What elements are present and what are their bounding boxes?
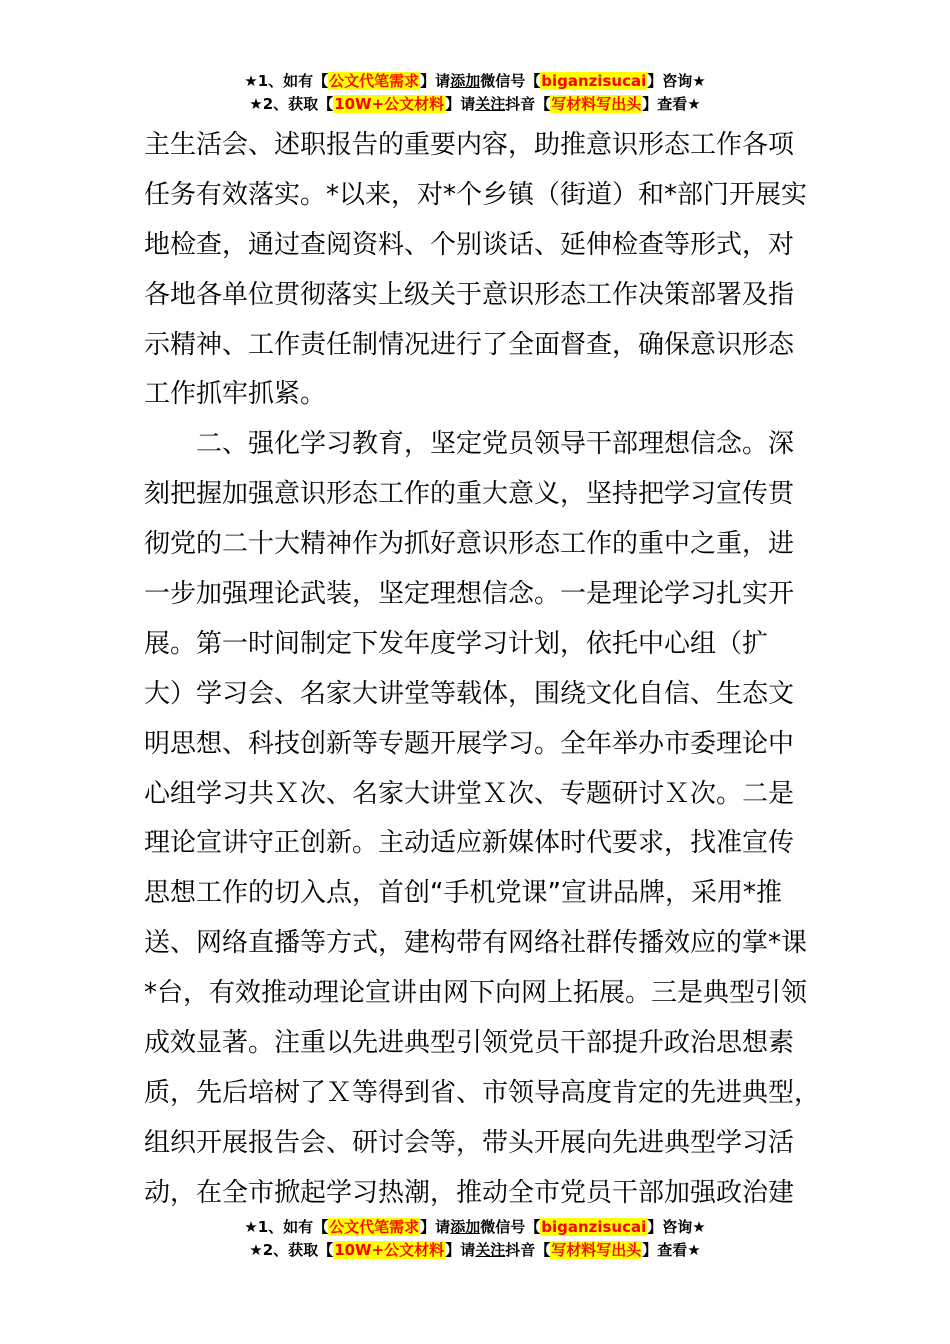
star-icon: ★ xyxy=(244,72,258,90)
promo-highlight: 公文代笔需求 xyxy=(329,1218,420,1236)
promo-highlight: 公文代笔需求 xyxy=(329,72,420,90)
douyin-account-highlight: 写材料写出头 xyxy=(551,95,642,113)
body-line: 思想工作的切入点，首创“手机党课”宣讲品牌，采用*推 xyxy=(144,878,782,909)
promo-text: 】查看★ xyxy=(642,1241,701,1259)
body-line: 组织开展报告会、研讨会等，带头开展向先进典型学习活 xyxy=(144,1127,795,1158)
body-line: 地检查，通过查阅资料、个别谈话、延伸检查等形式，对 xyxy=(144,229,795,260)
promo-line-1 xyxy=(0,70,950,93)
body-line: 明思想、科技创新等专题开展学习。全年举办市委理论中 xyxy=(144,728,795,759)
body-line: *台，有效推动理论宣讲由网下向网上拓展。三是典型引领 xyxy=(144,978,808,1009)
section-heading-line: 二、强化学习教育，坚定党员领导干部理想信念。深 xyxy=(144,429,795,460)
body-line: 质，先后培树了Ｘ等得到省、市领导高度肯定的先进典型， xyxy=(144,1077,821,1108)
promo-text: 1、如有【 xyxy=(257,1218,329,1236)
promo-text: 微信号【 xyxy=(480,1218,541,1236)
body-line: 示精神、工作责任制情况进行了全面督查，确保意识形态 xyxy=(144,329,795,360)
promo-text: 】请 xyxy=(445,95,476,113)
promo-underlined: 关注 xyxy=(475,1241,506,1259)
promo-highlight: 10W+公文材料 xyxy=(334,1241,445,1259)
header-promo-banner xyxy=(0,70,950,116)
promo-text: 】请 xyxy=(420,72,451,90)
body-line: 各地各单位贯彻落实上级关于意识形态工作决策部署及指 xyxy=(144,279,795,310)
promo-text: 】请 xyxy=(420,1218,451,1236)
promo-text: 抖音【 xyxy=(505,95,551,113)
footer-promo-banner xyxy=(0,1216,950,1262)
promo-text: 】查看★ xyxy=(642,95,701,113)
body-line: 刻把握加强意识形态工作的重大意义，坚持把学习宣传贯 xyxy=(144,479,795,510)
body-line: 一步加强理论武装，坚定理想信念。一是理论学习扎实开 xyxy=(144,579,795,610)
promo-text: 微信号【 xyxy=(480,72,541,90)
body-line: 成效显著。注重以先进典型引领党员干部提升政治思想素 xyxy=(144,1028,795,1059)
body-line: 动，在全市掀起学习热潮，推动全市党员干部加强政治建 xyxy=(144,1177,795,1208)
promo-line-2 xyxy=(0,1239,950,1262)
star-icon: ★ xyxy=(249,1241,263,1259)
promo-underlined: 添加 xyxy=(450,72,481,90)
promo-highlight: 10W+公文材料 xyxy=(334,95,445,113)
body-line: 任务有效落实。*以来，对*个乡镇（街道）和*部门开展实 xyxy=(144,179,808,210)
promo-text: 】咨询★ xyxy=(647,72,706,90)
document-body xyxy=(144,121,844,1219)
promo-text: 1、如有【 xyxy=(257,72,329,90)
promo-text: 2、获取【 xyxy=(262,1241,334,1259)
body-line: 展。第一时间制定下发年度学习计划，依托中心组（扩 xyxy=(144,628,769,659)
promo-underlined: 添加 xyxy=(450,1218,481,1236)
promo-text: 抖音【 xyxy=(505,1241,551,1259)
body-line: 工作抓牢抓紧。 xyxy=(144,379,327,410)
wechat-id-highlight: biganzisucai xyxy=(541,1218,647,1236)
promo-line-2 xyxy=(0,93,950,116)
body-line: 彻党的二十大精神作为抓好意识形态工作的重中之重，进 xyxy=(144,529,795,560)
body-line: 理论宣讲守正创新。主动适应新媒体时代要求，找准宣传 xyxy=(144,828,795,859)
promo-line-1 xyxy=(0,1216,950,1239)
promo-text: 2、获取【 xyxy=(262,95,334,113)
promo-text: 】咨询★ xyxy=(647,1218,706,1236)
star-icon: ★ xyxy=(249,95,263,113)
body-line: 大）学习会、名家大讲堂等载体，围绕文化自信、生态文 xyxy=(144,678,795,709)
body-line: 主生活会、述职报告的重要内容，助推意识形态工作各项 xyxy=(144,130,795,160)
promo-underlined: 关注 xyxy=(475,95,506,113)
wechat-id-highlight: biganzisucai xyxy=(541,72,647,90)
body-line: 心组学习共Ｘ次、名家大讲堂Ｘ次、专题研讨Ｘ次。二是 xyxy=(144,778,795,809)
promo-text: 】请 xyxy=(445,1241,476,1259)
douyin-account-highlight: 写材料写出头 xyxy=(551,1241,642,1259)
star-icon: ★ xyxy=(244,1218,258,1236)
body-line: 送、网络直播等方式，建构带有网络社群传播效应的掌*课 xyxy=(144,928,808,959)
